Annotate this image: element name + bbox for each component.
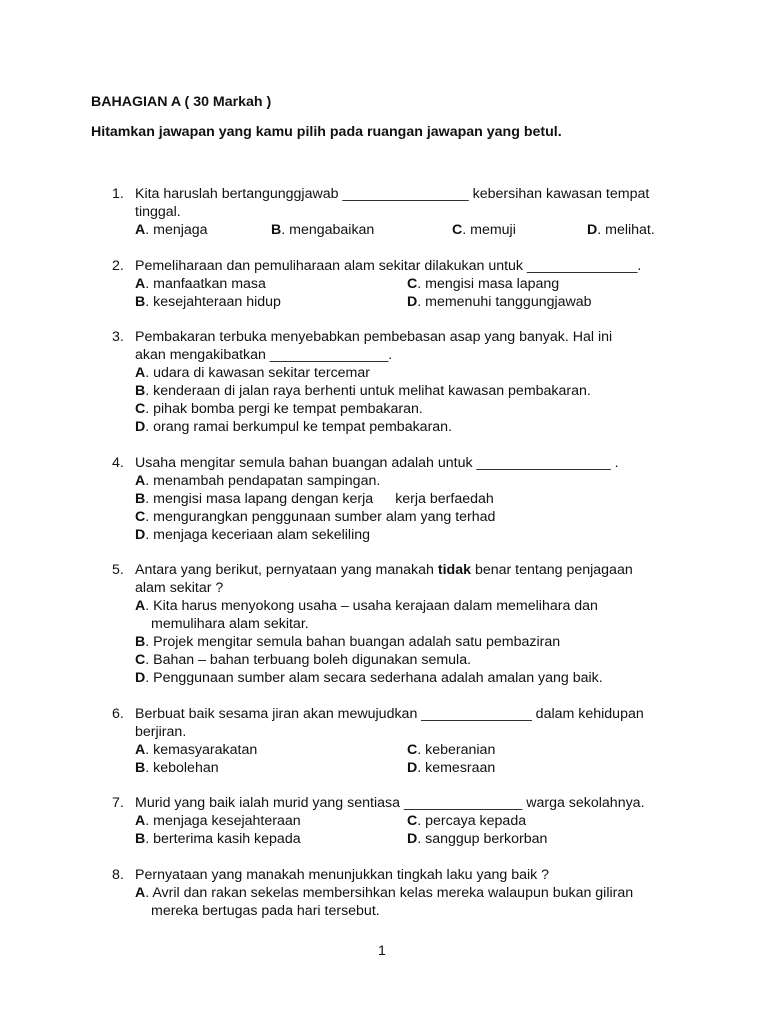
question-number: 4. bbox=[112, 454, 124, 471]
question-number: 2. bbox=[112, 257, 124, 274]
page-number: 1 bbox=[378, 943, 386, 959]
question-list bbox=[112, 185, 692, 937]
question-8 bbox=[112, 866, 692, 920]
option-d: D. Penggunaan sumber alam secara sederhana adalah amalan yang baik. bbox=[135, 670, 603, 686]
question-text-line-2: alam sekitar ? bbox=[135, 580, 224, 596]
option-a: A. Avril dan rakan sekelas membersihkan kelas mereka walaupun bukan giliran bbox=[135, 884, 634, 901]
question-text-line-2: berjiran. bbox=[135, 723, 187, 740]
option-a-continuation: memulihara alam sekitar. bbox=[151, 616, 309, 632]
option-c: C. mengisi masa lapang bbox=[407, 275, 560, 292]
question-number: 6. bbox=[112, 705, 124, 722]
option-b: B. Projek mengitar semula bahan buangan adalah satu pembaziran bbox=[135, 634, 561, 650]
instruction-text: Hitamkan jawapan yang kamu pilih pada ruangan jawapan yang betul. bbox=[91, 124, 562, 140]
question-text: Kita haruslah bertangunggjawab ________________ kebersihan kawasan tempat tinggal. bbox=[135, 186, 650, 220]
question-number: 7. bbox=[112, 795, 124, 811]
option-c: C. memuji bbox=[452, 222, 516, 238]
options-row bbox=[135, 830, 692, 848]
option-d: D. menjaga keceriaan alam sekeliling bbox=[135, 526, 371, 543]
question-7 bbox=[112, 794, 692, 848]
option-b: B. mengabaikan bbox=[271, 222, 375, 238]
option-a-continuation: mereka bertugas pada hari tersebut. bbox=[151, 902, 380, 919]
question-text: Pemeliharaan dan pemuliharaan alam sekitar dilakukan untuk ______________. bbox=[135, 257, 642, 274]
question-5 bbox=[112, 561, 692, 687]
option-c: C. pihak bomba pergi ke tempat pembakaran. bbox=[135, 401, 423, 417]
option-d: D. kemesraan bbox=[407, 759, 496, 776]
question-text-line-2: akan mengakibatkan _______________. bbox=[135, 347, 393, 363]
question-4 bbox=[112, 454, 692, 544]
options-row bbox=[135, 293, 692, 311]
option-a: A. menambah pendapatan sampingan. bbox=[135, 472, 381, 489]
option-b: B. kesejahteraan hidup bbox=[135, 293, 281, 310]
question-text: Usaha mengitar semula bahan buangan adalah untuk _________________ . bbox=[135, 454, 619, 471]
option-c: C. Bahan – bahan terbuang boleh digunakan semula. bbox=[135, 652, 472, 668]
option-b: B. berterima kasih kepada bbox=[135, 831, 301, 847]
option-d: D. melihat. bbox=[587, 222, 655, 238]
question-text-line-1: Pembakaran terbuka menyebabkan pembebasan asap yang banyak. Hal ini bbox=[135, 329, 613, 345]
option-a: A. menjaga kesejahteraan bbox=[135, 813, 301, 829]
option-b: B. kenderaan di jalan raya berhenti untuk melihat kawasan pembakaran. bbox=[135, 383, 591, 399]
emphasis-tidak: tidak bbox=[437, 562, 471, 578]
option-b: B. kebolehan bbox=[135, 759, 219, 776]
option-a: A. udara di kawasan sekitar tercemar bbox=[135, 365, 370, 381]
option-d: D. orang ramai berkumpul ke tempat pembakaran. bbox=[135, 419, 453, 435]
question-3 bbox=[112, 328, 692, 436]
question-text-line-1: Berbuat baik sesama jiran akan mewujudkan ______________ dalam kehidupan bbox=[135, 705, 644, 722]
options-row bbox=[135, 741, 692, 759]
option-d: D. memenuhi tanggungjawab bbox=[407, 293, 592, 310]
question-text: Murid yang baik ialah murid yang sentiasa _______________ warga sekolahnya. bbox=[135, 795, 645, 811]
options-row bbox=[135, 759, 692, 777]
option-d: D. sanggup berkorban bbox=[407, 831, 548, 847]
option-c: C. mengurangkan penggunaan sumber alam yang terhad bbox=[135, 508, 496, 525]
question-number: 5. bbox=[112, 562, 124, 578]
options-row bbox=[135, 221, 692, 239]
question-text: Pernyataan yang manakah menunjukkan tingkah laku yang baik ? bbox=[135, 866, 550, 883]
question-text-line-1: Antara yang berikut, pernyataan yang manakah tidak benar tentang penjagaan bbox=[135, 562, 633, 578]
option-a: A. kemasyarakatan bbox=[135, 741, 258, 758]
question-number: 3. bbox=[112, 329, 124, 345]
option-a: A. Kita harus menyokong usaha – usaha kerajaan dalam memelihara dan bbox=[135, 598, 598, 614]
question-6 bbox=[112, 705, 692, 777]
section-title: BAHAGIAN A ( 30 Markah ) bbox=[91, 94, 272, 110]
question-number: 1. bbox=[112, 186, 124, 202]
option-c: C. percaya kepada bbox=[407, 813, 527, 829]
option-a: A. manfaatkan masa bbox=[135, 275, 266, 292]
options-row bbox=[135, 812, 692, 830]
question-1 bbox=[112, 185, 692, 239]
question-2 bbox=[112, 257, 692, 311]
question-number: 8. bbox=[112, 866, 124, 883]
option-b: B. mengisi masa lapang dengan kerja kerja berfaedah bbox=[135, 490, 494, 507]
option-a: A. menjaga bbox=[135, 222, 208, 238]
option-c: C. keberanian bbox=[407, 741, 496, 758]
options-row bbox=[135, 275, 692, 293]
